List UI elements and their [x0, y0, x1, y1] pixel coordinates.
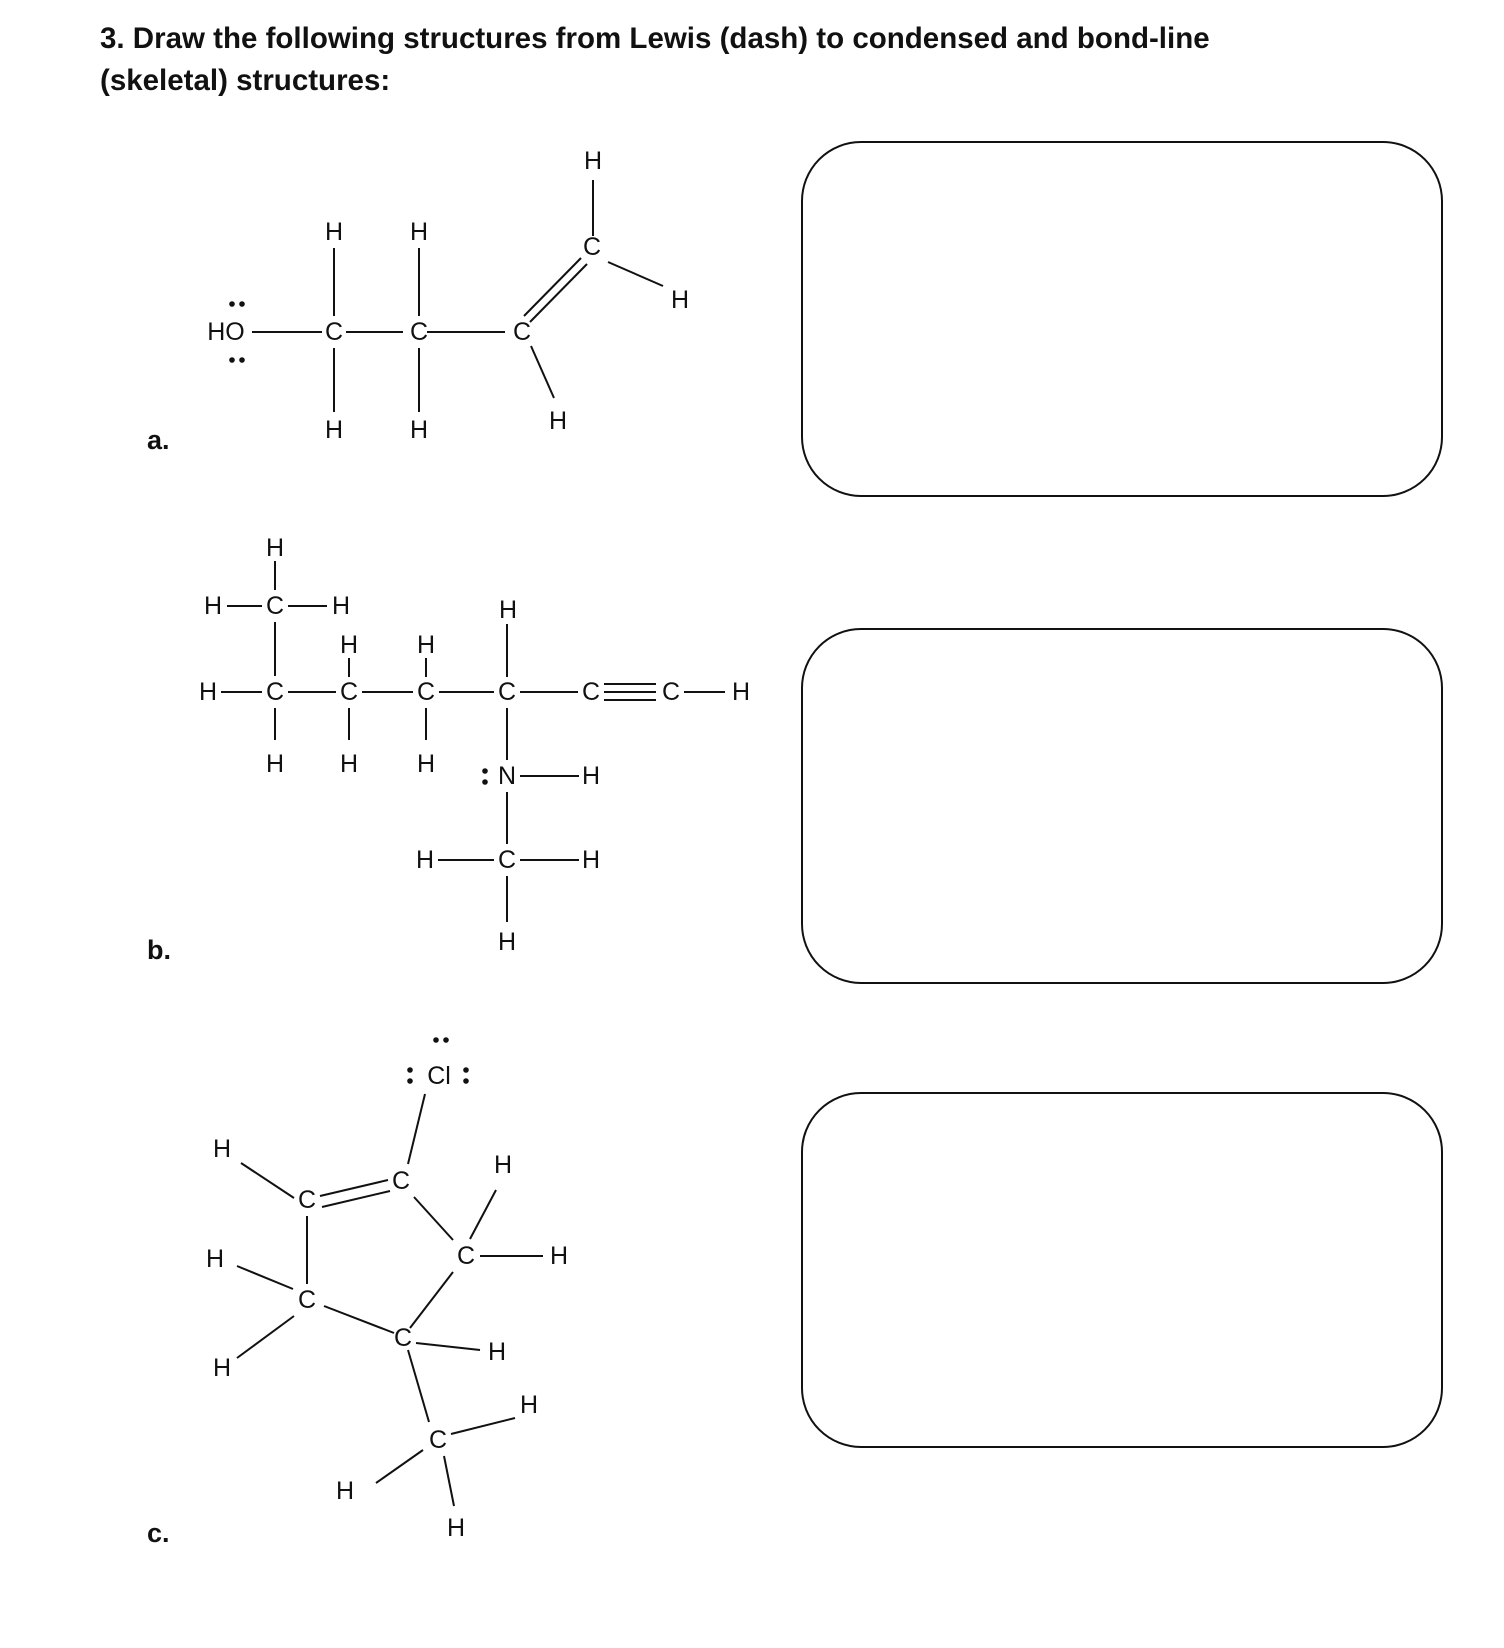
atom-c-ring: C [456, 1242, 476, 1270]
atom-h: H [203, 592, 223, 620]
atom-c-alkyne: C [581, 678, 601, 706]
atom-chlorine: Cl [427, 1062, 451, 1090]
atom-h: H [731, 678, 751, 706]
atom-c-ring: C [297, 1186, 317, 1214]
atom-h: H [415, 846, 435, 874]
atom-h: H [581, 846, 601, 874]
atom-c-ring: C [297, 1286, 317, 1314]
atom-c-ring: C [393, 1324, 413, 1352]
atom-hydroxyl: HO [207, 318, 245, 346]
atom-h: H [339, 750, 359, 778]
atom-h: H [205, 1245, 225, 1273]
atom-h: H [339, 631, 359, 659]
atom-h: H [583, 147, 603, 175]
atom-h: H [212, 1354, 232, 1382]
atom-c2: C [409, 318, 429, 346]
atom-h: H [416, 631, 436, 659]
part-a-label: a. [147, 425, 170, 455]
atom-c-alkyne: C [661, 678, 681, 706]
atom-h: H [548, 407, 568, 435]
atom-h: H [487, 1338, 507, 1366]
atom-h: H [335, 1477, 355, 1505]
question-line-1: 3. Draw the following structures from Lewis (dash) to condensed and bond-line [100, 22, 1210, 55]
part-c-label: c. [147, 1518, 170, 1548]
atom-h: H [446, 1514, 466, 1542]
atom-h: H [409, 416, 429, 444]
question-line-2: (skeletal) structures: [100, 64, 391, 97]
atom-h: H [265, 750, 285, 778]
atom-c: C [416, 678, 436, 706]
atom-c: C [497, 678, 517, 706]
atom-h: H [493, 1151, 513, 1179]
structure-a [207, 147, 689, 444]
atom-c-nmethyl: C [497, 846, 517, 874]
atom-c-methyl: C [428, 1426, 448, 1454]
atom-c: C [339, 678, 359, 706]
atom-h: H [324, 416, 344, 444]
atom-nitrogen: N [497, 762, 517, 790]
atom-h: H [324, 218, 344, 246]
atom-h: H [212, 1135, 232, 1163]
atom-c4: C [582, 233, 602, 261]
atom-h: H [670, 286, 690, 314]
atom-h: H [198, 678, 218, 706]
atom-h: H [519, 1391, 539, 1419]
structure-b [199, 534, 750, 956]
structure-c [206, 1037, 568, 1542]
part-b-label: b. [147, 935, 171, 965]
atom-h: H [581, 762, 601, 790]
atom-c: C [265, 678, 285, 706]
atom-c-methyl: C [265, 592, 285, 620]
atom-h: H [265, 534, 285, 562]
atom-h: H [416, 750, 436, 778]
atom-h: H [497, 928, 517, 956]
atom-h: H [409, 218, 429, 246]
atom-h: H [549, 1242, 569, 1270]
atom-h: H [498, 596, 518, 624]
atom-c3: C [512, 318, 532, 346]
atom-c-ring: C [391, 1167, 411, 1195]
atom-h: H [331, 592, 351, 620]
atom-c1: C [324, 318, 344, 346]
